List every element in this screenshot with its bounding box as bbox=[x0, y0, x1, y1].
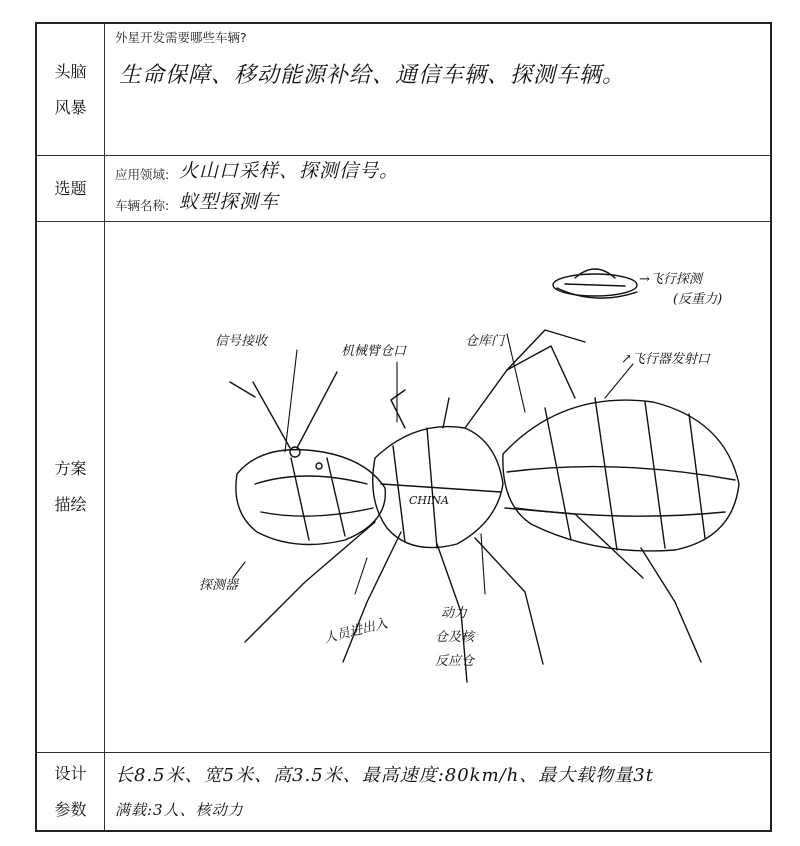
topic-label bbox=[37, 156, 105, 221]
signal-receiver-label: 信号接收 bbox=[215, 334, 268, 349]
design-worksheet bbox=[35, 22, 772, 832]
sketch-row bbox=[37, 222, 770, 753]
brainstorm-row bbox=[37, 24, 770, 156]
application-field-prompt: 应用领域: bbox=[115, 167, 170, 182]
head-drawing bbox=[236, 447, 385, 545]
brainstorm-answer: 生命保障、移动能源补给、通信车辆、探测车辆。 bbox=[119, 63, 626, 88]
launcher-port-label: ↗飞行器发射口 bbox=[621, 352, 710, 367]
params-label bbox=[37, 753, 105, 830]
topic-row bbox=[37, 156, 770, 222]
ant-vehicle-sketch bbox=[105, 222, 772, 753]
topic-content bbox=[105, 156, 770, 221]
detector-label: 探测器 bbox=[199, 578, 239, 593]
sketch-label bbox=[37, 222, 105, 752]
mech-arm-port-label: 机械臂仓口 bbox=[341, 344, 407, 359]
antennae-drawing bbox=[230, 372, 337, 448]
power-label-line2: 仓及核 bbox=[435, 630, 475, 645]
abdomen-drawing bbox=[503, 398, 739, 551]
chin-mark-label: CHINA bbox=[409, 494, 449, 507]
sketch-label-line1: 方案 bbox=[54, 459, 87, 478]
params-label-line1: 设计 bbox=[54, 763, 87, 783]
sketch-content bbox=[105, 222, 770, 752]
brainstorm-content bbox=[105, 24, 770, 155]
flying-probe-label: →飞行探测 bbox=[639, 272, 702, 287]
vehicle-name-prompt: 车辆名称: bbox=[115, 198, 170, 213]
brainstorm-label-line2: 风暴 bbox=[54, 97, 87, 117]
params-line1: 长8.5米、宽5米、高3.5米、最高速度:80km/h、最大载物量3t bbox=[115, 765, 654, 786]
application-field-answer: 火山口采样、探测信号。 bbox=[179, 160, 400, 182]
topic-label-text: 选题 bbox=[54, 178, 87, 198]
power-label-line3: 反应仓 bbox=[435, 654, 475, 669]
params-row bbox=[37, 753, 770, 830]
params-line2: 满载:3人、核动力 bbox=[115, 801, 244, 819]
sketch-label-line2: 描绘 bbox=[54, 495, 87, 514]
thorax-drawing bbox=[373, 390, 503, 548]
entrance-label: 人员进出入 bbox=[322, 616, 390, 647]
power-label-line1: 动力 bbox=[441, 606, 468, 621]
anti-gravity-label: (反重力) bbox=[673, 292, 723, 307]
vehicle-name-answer: 蚁型探测车 bbox=[179, 191, 280, 213]
brainstorm-prompt: 外星开发需要哪些车辆? bbox=[115, 30, 247, 45]
warehouse-door-label: 仓库门 bbox=[465, 334, 505, 349]
brainstorm-label bbox=[37, 24, 105, 155]
params-content bbox=[105, 753, 770, 830]
ufo-probe-drawing bbox=[553, 269, 637, 298]
brainstorm-label-line1: 头脑 bbox=[54, 61, 87, 81]
params-label-line2: 参数 bbox=[54, 799, 87, 819]
